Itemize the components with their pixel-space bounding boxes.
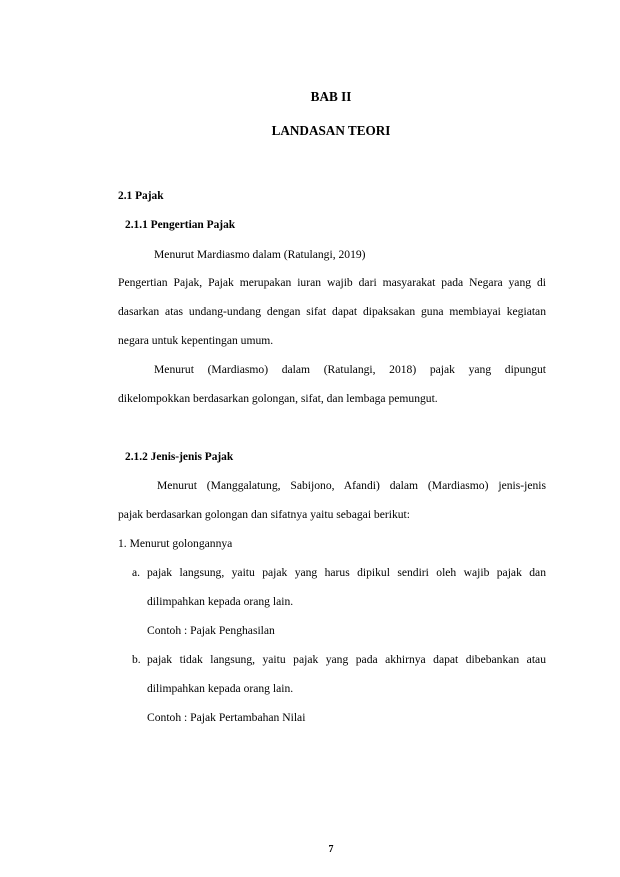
- paragraph-line: dikelompokkan berdasarkan golongan, sifat, dan lembaga pemungut.: [118, 392, 438, 405]
- list-item-line: pajak langsung, yaitu pajak yang harus dipikul sendiri oleh wajib pajak dan: [147, 566, 546, 579]
- paragraph-line: Menurut (Manggalatung, Sabijono, Afandi) dalam (Mardiasmo) jenis-jenis: [157, 479, 546, 492]
- paragraph-line: Menurut (Mardiasmo) dalam (Ratulangi, 2018) pajak yang dipungut: [154, 363, 546, 376]
- example-line: Contoh : Pajak Penghasilan: [147, 624, 275, 637]
- subsection-heading-1: 2.1.1 Pengertian Pajak: [125, 219, 236, 231]
- paragraph-line: dasarkan atas undang-undang dengan sifat dapat dipaksakan guna membiayai kegiatan: [118, 305, 546, 318]
- section-heading: 2.1 Pajak: [118, 190, 164, 202]
- list-item-line: dilimpahkan kepada orang lain.: [147, 682, 294, 695]
- paragraph-line: Pengertian Pajak, Pajak merupakan iuran wajib dari masyarakat pada Negara yang di: [118, 276, 546, 289]
- example-line: Contoh : Pajak Pertambahan Nilai: [147, 711, 306, 724]
- list-item-line: dilimpahkan kepada orang lain.: [147, 595, 294, 608]
- subsection-heading-2: 2.1.2 Jenis-jenis Pajak: [125, 451, 234, 463]
- intro-line: Menurut Mardiasmo dalam (Ratulangi, 2019): [154, 248, 366, 261]
- chapter-title: LANDASAN TEORI: [271, 123, 391, 138]
- list-title: 1. Menurut golongannya: [118, 537, 233, 550]
- list-marker-b: b.: [132, 653, 141, 666]
- page-number: 7: [328, 844, 334, 855]
- paragraph-line: pajak berdasarkan golongan dan sifatnya yaitu sebagai berikut:: [118, 508, 410, 521]
- paragraph-line: negara untuk kepentingan umum.: [118, 334, 274, 347]
- chapter-number: BAB II: [310, 89, 352, 104]
- list-marker-a: a.: [132, 566, 141, 579]
- list-item-line: pajak tidak langsung, yaitu pajak yang pada akhirnya dapat dibebankan atau: [147, 653, 546, 666]
